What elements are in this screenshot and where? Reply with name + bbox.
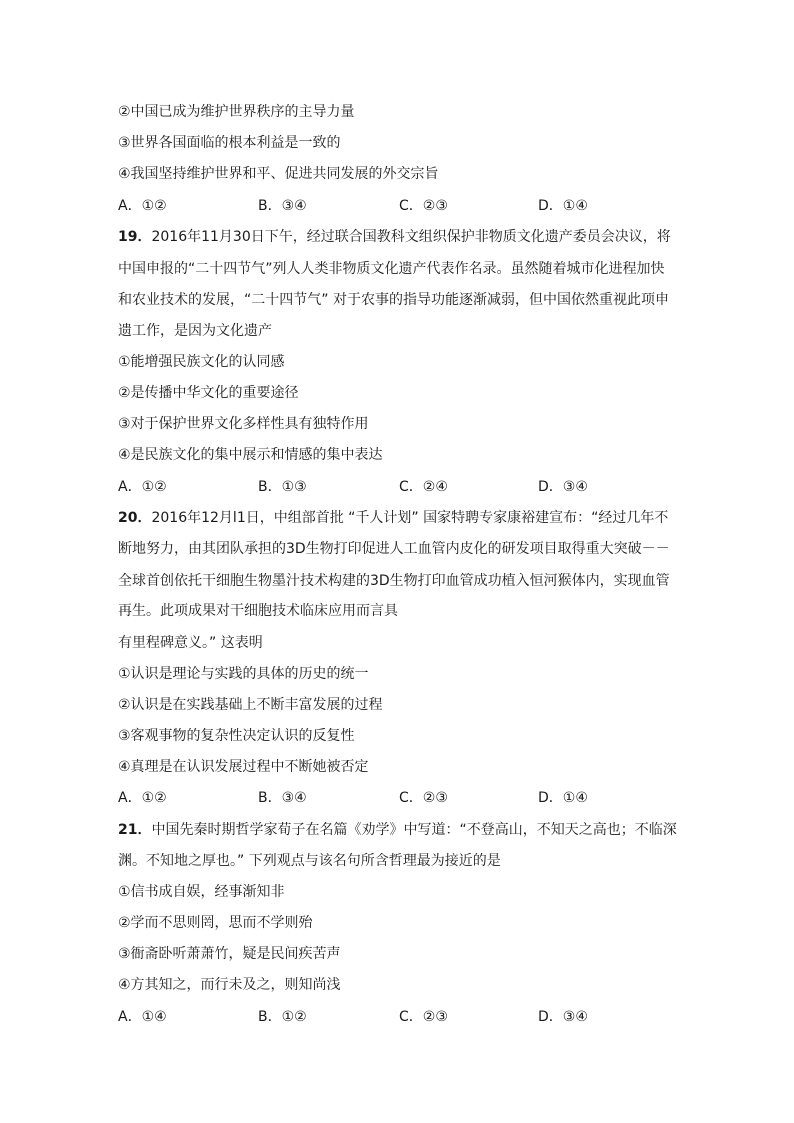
q19-stem-line-2: 中国申报的“二十四节气”列人人类非物质文化遗产代表作名录。虽然随着城市化进程加快: [118, 261, 665, 277]
q21-option-d: D．③④: [538, 1009, 588, 1025]
q18-item-2: ②中国已成为维护世界秩序的主导力量: [118, 104, 355, 120]
q19-stem-line-1: [118, 227, 671, 247]
q19-item-3: ③对于保护世界文化多样性具有独特作用: [118, 416, 369, 432]
q20-option-a: A．①②: [118, 790, 167, 806]
q20-item-2: ②认识是在实践基础上不断丰富发展的过程: [118, 697, 383, 713]
q21-item-3: ③衙斋卧听萧萧竹，疑是民间疾苦声: [118, 946, 341, 962]
q20-option-c: C．②③: [399, 790, 448, 806]
q20-stem-line-3: 全球首创依托干细胞生物墨汁技术构建的3D生物打印血管成功植入恒河猴体内，实现血管: [118, 573, 670, 589]
q21-item-4: ④方其知之，而行未及之，则知尚浅: [118, 977, 341, 993]
q20-stem-line-4: 再生。此项成果对干细胞技术临床应用而言具: [118, 603, 398, 619]
q21-option-c: C．②③: [399, 1009, 448, 1025]
q19-options: [118, 477, 678, 497]
q20-option-d: D．①④: [538, 790, 588, 806]
q20-stem-line-1: [118, 508, 668, 528]
q19-option-a: A．①②: [118, 479, 167, 495]
q20-item-1: ①认识是理论与实践的具体的历史的统一: [118, 666, 369, 682]
q19-stem-line-3: 和农业技术的发展，“二十四节气” 对于农事的指导功能逐渐减弱，但中国依然重视此项申: [118, 292, 669, 308]
q21-stem-line-2: 渊。不知地之厚也。” 下列观点与该名句所含哲理最为接近的是: [118, 853, 501, 869]
q19-item-2: ②是传播中华文化的重要途径: [118, 385, 299, 401]
q21-option-b: B．①②: [258, 1009, 307, 1025]
q18-item-4: ④我国坚持维护世界和平、促进共同发展的外交宗旨: [118, 166, 439, 182]
q20-stem-line-2: 断地努力，由其团队承担的3D生物打印促进人工血管内皮化的研发项目取得重大突破－－: [118, 541, 670, 557]
q20-stem-line-5: 有里程碑意义。” 这表明: [118, 635, 263, 651]
q18-item-3: ③世界各国面临的根本利益是一致的: [118, 135, 341, 151]
q19-option-d: D．③④: [538, 479, 588, 495]
q19-option-b: B．①③: [258, 479, 307, 495]
q18-option-b: B．③④: [258, 198, 307, 214]
q20-options: [118, 788, 678, 808]
q19-number: 19．: [118, 229, 152, 245]
q21-item-2: ②学而不思则罔，思而不学则殆: [118, 915, 313, 931]
q18-option-d: D．①④: [538, 198, 588, 214]
q20-stem-text-1: 2016年12月l1日，中组部首批 “千人计划” 国家特聘专家康裕建宣布：“经过几年不: [151, 510, 669, 526]
q21-stem-text-1: 中国先秦时期哲学家荀子在名篇《劝学》中写道：“不登高山，不知天之高也；不临深: [151, 822, 677, 838]
q19-option-c: C．②④: [399, 479, 448, 495]
q20-item-4: ④真理是在认识发展过程中不断她被否定: [118, 759, 369, 775]
q19-item-4: ④是民族文化的集中展示和情感的集中表达: [118, 447, 383, 463]
q21-option-a: A．①④: [118, 1009, 167, 1025]
q18-option-a: A．①②: [118, 198, 167, 214]
q19-item-1: ①能增强民族文化的认同感: [118, 354, 285, 370]
q21-item-1: ①信书成自娱，经事渐知非: [118, 884, 285, 900]
q19-stem-text-1: 2016年11月30日下午，经过联合国教科文组织保护非物质文化遗产委员会决议，将: [151, 229, 671, 245]
q21-number: 21．: [118, 822, 152, 838]
q18-options: [118, 196, 678, 216]
q21-stem-line-1: [118, 820, 677, 840]
q20-number: 20．: [118, 510, 152, 526]
q21-options: [118, 1007, 678, 1027]
q20-item-3: ③客观事物的复杂性决定认识的反复性: [118, 728, 355, 744]
q20-option-b: B．③④: [258, 790, 307, 806]
q19-stem-line-4: 遗工作，是因为文化遗产: [118, 323, 272, 339]
q18-option-c: C．②③: [399, 198, 448, 214]
